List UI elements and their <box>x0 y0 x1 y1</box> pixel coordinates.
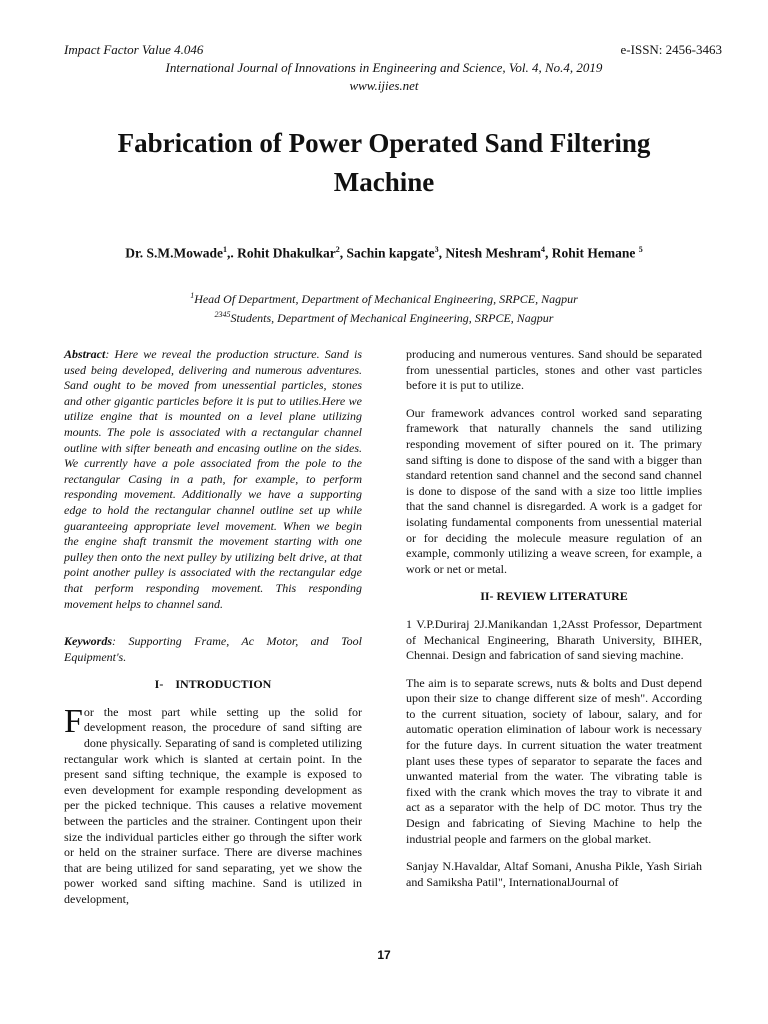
affiliation-text: Students, Department of Mechanical Engineering, SRPCE, Nagpur <box>230 311 554 325</box>
section-heading-review: II- REVIEW LITERATURE <box>480 589 628 604</box>
drop-cap: F <box>64 702 83 740</box>
journal-name: International Journal of Innovations in Engineering and Science, Vol. 4, No.4, 2019 <box>165 60 603 75</box>
author-sup: 3 <box>434 245 439 254</box>
author-sep: ,. <box>226 245 238 261</box>
introduction-paragraph <box>64 702 362 908</box>
journal-website: www.ijies.net <box>349 78 419 93</box>
affiliation-text: Head Of Department, Department of Mechanical Engineering, SRPCE, Nagpur <box>194 292 578 306</box>
issn: e-ISSN: 2456-3463 <box>620 42 722 57</box>
paper-title <box>40 124 728 202</box>
abstract-label: Abstract <box>64 347 106 361</box>
paragraph: The aim is to separate screws, nuts & bolts and Dust depend upon their size to change different size of mesh". According to the current situation, society of labour, salary, and for automatic operation elimination of labour work is necessary for the future days. In current situation the water treatment plant uses these types of separator to separate the faces and unwanted material from the water. The vibrating table is fixed with the crank which moves the tray to vibrate it and act as a separator with the help of DC motor. Thus try the Design and fabricating of Sieving Machine to help the industrial people and farmers on the global market. <box>406 675 702 846</box>
keywords <box>64 634 362 665</box>
author-sup: 5 <box>638 245 643 254</box>
title-line-2: Machine <box>333 167 435 197</box>
right-column <box>406 347 702 902</box>
author: Nitesh Meshram <box>445 245 542 261</box>
author-sep: , <box>545 245 552 261</box>
introduction-text: or the most part while setting up the solid for development reason, the procedure of sand sifting are done physically. Separating of sand is completed utilizing rectangular work which is slanted at certain point. In the present sand sifting technique, the example is exposed to even development for example responding development as per the picked technique. This causes a relative movement between the particles and the strainer. Contingent upon their size the individual particles either go through the sifter work or held on the strainer surface. There are diverse machines that are being utilized for sand separating, yet we show the power worked sand sifting machine. Sand is utilized in development, <box>64 704 362 906</box>
impact-factor: Impact Factor Value 4.046 <box>64 42 204 57</box>
author: Sachin kapgate <box>346 245 435 261</box>
affiliations <box>40 288 728 326</box>
author: Rohit Dhakulkar <box>237 245 336 261</box>
abstract <box>64 347 362 612</box>
section-heading-introduction: I- INTRODUCTION <box>154 677 272 692</box>
keywords-label: Keywords <box>64 634 112 649</box>
author-sup: 2 <box>335 245 340 254</box>
left-column <box>64 347 362 920</box>
affiliation-sup: 2345 <box>214 310 231 319</box>
affiliation <box>40 288 728 307</box>
abstract-text: : Here we reveal the production structure. Sand is used being developed, delivering and numerous adventures. Sand ought to be moved from unessential particles, stones and other gigantic particles before it is put to utilies.Here we utilize engine that is mounted on a level plane utilizing mounts. The pole is associated with a rectangular channel outline with sifter beneath and encasing outline on the sides. We currently have a pole associated from the pole to the rectangular Casing in a path, for example, to perform responding movement. Additionally we have a supporting edge to hold the rectangular channel outline set up while guaranteeing appropriate level movement. When we begin the engine shaft transmit the movement starting with one pulley then onto the next pulley by utilizing belt drive, at that point another pulley is associated with the rectangular edge that perform responding movement. This responding movement helps to channel sand. <box>64 347 362 611</box>
author: Rohit Hemane <box>551 245 639 261</box>
author-sep: , <box>438 245 446 261</box>
paragraph: producing and numerous ventures. Sand should be separated from unessential particles, stones and other vast particles before it is put to utilize. <box>406 347 702 393</box>
keywords-text: : Supporting Frame, Ac Motor, and Tool Equipment's. <box>64 634 362 664</box>
paragraph: 1 V.P.Duriraj 2J.Manikandan 1,2Asst Professor, Department of Mechanical Engineering, Bharath University, BIHER, Chennai. Design and fabrication of sand sieving machine. <box>406 616 702 663</box>
affiliation-sup: 1 <box>190 291 195 300</box>
author-sep: , <box>339 245 347 261</box>
author-sup: 4 <box>541 245 546 254</box>
paragraph: Our framework advances control worked sand separating framework that naturally channels the sand utilizing responding movement of sifter poured on it. The primary sand sifting is done to dispose of the sand with a bigger than standard retention sand channel and the second sand channel is done to dispose of the sand with a size too little implies that the sand channel is disregarded. A work is a gadget for isolating fundamental components from unessential material or for deciding the molecule measure regulation of an example, commonly utilizing a weave screen, for example, a work or net or metal. <box>406 405 702 576</box>
author-sup: 1 <box>222 245 227 254</box>
author-list <box>40 240 728 264</box>
author: Dr. S.M.Mowade <box>125 245 223 261</box>
page-number: 17 <box>377 948 391 962</box>
paragraph: Sanjay N.Havaldar, Altaf Somani, Anusha Pikle, Yash Siriah and Samiksha Patil", InternationalJournal of <box>406 859 702 889</box>
title-line-1: Fabrication of Power Operated Sand Filtering <box>117 128 651 158</box>
affiliation <box>40 307 728 326</box>
